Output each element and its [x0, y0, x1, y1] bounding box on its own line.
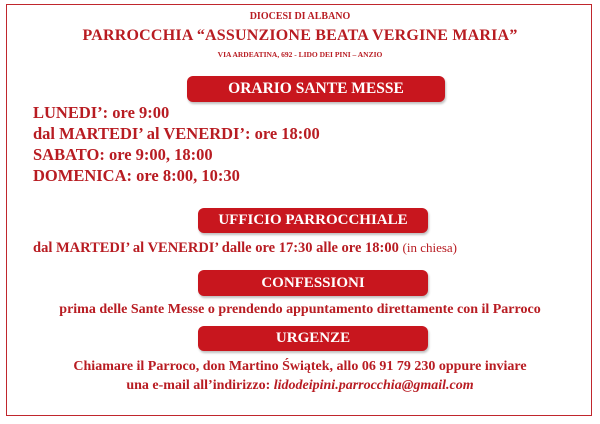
diocese-label: DIOCESI DI ALBANO: [249, 11, 351, 22]
office-hours-text: dal MARTEDI’ al VENERDI’ dalle ore 17:30 alle ore 18:00: [33, 240, 399, 256]
urgent-heading: URGENZE: [198, 326, 428, 351]
mass-line-saturday: SABATO: ore 9:00, 18:00: [33, 145, 213, 164]
mass-line-monday: LUNEDI’: ore 9:00: [33, 103, 170, 122]
mass-line-weekdays: dal MARTEDI’ al VENERDI’: ore 18:00: [33, 124, 320, 143]
office-hours-note: (in chiesa): [402, 240, 458, 255]
parish-name: PARROCCHIA “ASSUNZIONE BEATA VERGINE MARIA”: [82, 27, 518, 44]
mass-line-sunday: DOMENICA: ore 8:00, 10:30: [33, 166, 240, 185]
confessions-heading: CONFESSIONI: [198, 270, 428, 296]
office-heading: UFFICIO PARROCCHIALE: [198, 208, 428, 233]
urgent-email-prefix: una e-mail all’indirizzo:: [126, 378, 271, 393]
masses-heading: ORARIO SANTE MESSE: [187, 76, 445, 102]
parish-address: VIA ARDEATINA, 692 - LIDO DEI PINI – ANZIO: [217, 50, 383, 59]
office-hours: [33, 240, 457, 257]
urgent-email-line: [0, 378, 600, 394]
urgent-contact-line: Chiamare il Parroco, don Martino Świątek, allo 06 91 79 230 oppure inviare: [73, 359, 527, 374]
confessions-text: prima delle Sante Messe o prendendo appuntamento direttamente con il Parroco: [59, 302, 541, 317]
urgent-email-address[interactable]: lidodeipini.parrocchia@gmail.com: [273, 378, 474, 393]
